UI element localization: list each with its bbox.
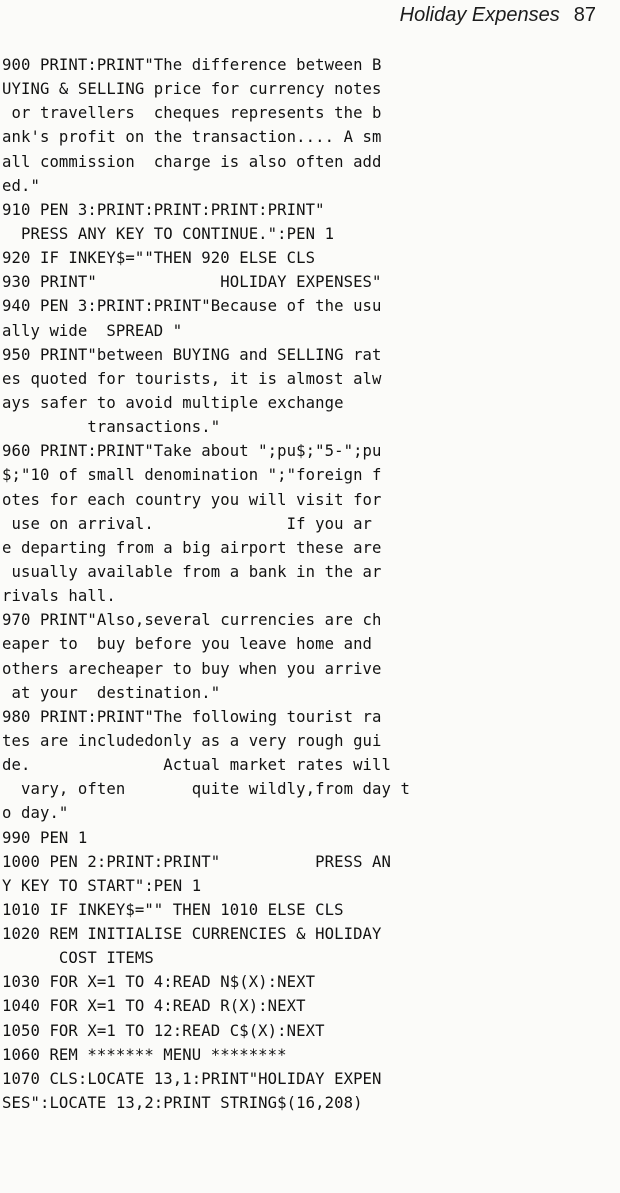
listing-line: eaper to buy before you leave home and	[2, 635, 373, 654]
listing-line: e departing from a big airport these are	[2, 538, 382, 557]
listing-line: vary, often quite wildly,from day t	[2, 780, 410, 799]
listing-line: 970 PRINT"Also,several currencies are ch	[2, 611, 382, 630]
listing-line: UYING & SELLING price for currency notes	[2, 80, 382, 99]
listing-line: use on arrival. If you ar	[2, 514, 373, 533]
listing-line: usually available from a bank in the ar	[2, 562, 382, 581]
basic-program-listing	[2, 53, 618, 1115]
listing-line: ays safer to avoid multiple exchange	[2, 393, 344, 412]
running-header-title: Holiday Expenses	[399, 4, 560, 26]
listing-line: all commission charge is also often add	[2, 152, 382, 171]
listing-line: de. Actual market rates will	[2, 756, 392, 775]
listing-line: SES":LOCATE 13,2:PRINT STRING$(16,208)	[2, 1094, 363, 1113]
listing-line: transactions."	[2, 418, 221, 437]
running-header	[400, 4, 596, 27]
listing-line: Y KEY TO START":PEN 1	[2, 876, 202, 895]
page-number: 87	[573, 4, 596, 26]
listing-line: rivals hall.	[2, 587, 116, 606]
listing-line: o day."	[2, 804, 69, 823]
listing-line: COST ITEMS	[2, 949, 154, 968]
listing-line: 990 PEN 1	[2, 828, 88, 847]
listing-line: or travellers cheques represents the b	[2, 104, 382, 123]
listing-line: tes are includedonly as a very rough gui	[2, 731, 382, 750]
listing-line: at your destination."	[2, 683, 221, 702]
listing-line: 960 PRINT:PRINT"Take about ";pu$;"5-";pu	[2, 442, 382, 461]
listing-line: 1070 CLS:LOCATE 13,1:PRINT"HOLIDAY EXPEN	[2, 1069, 382, 1088]
listing-line: 980 PRINT:PRINT"The following tourist ra	[2, 707, 382, 726]
listing-line: 940 PEN 3:PRINT:PRINT"Because of the usu	[2, 297, 382, 316]
listing-line: PRESS ANY KEY TO CONTINUE.":PEN 1	[2, 224, 335, 243]
listing-line: ally wide SPREAD "	[2, 321, 183, 340]
listing-line: 900 PRINT:PRINT"The difference between B	[2, 56, 382, 74]
listing-line: 1030 FOR X=1 TO 4:READ N$(X):NEXT	[2, 973, 316, 992]
listing-line: 950 PRINT"between BUYING and SELLING rat	[2, 345, 382, 364]
listing-line: $;"10 of small denomination ";"foreign f	[2, 466, 382, 485]
listing-line: 1000 PEN 2:PRINT:PRINT" PRESS AN	[2, 852, 392, 871]
listing-line: 930 PRINT" HOLIDAY EXPENSES"	[2, 273, 382, 292]
listing-line: ed."	[2, 176, 40, 195]
listing-line: 1020 REM INITIALISE CURRENCIES & HOLIDAY	[2, 925, 382, 944]
listing-line: 1010 IF INKEY$="" THEN 1010 ELSE CLS	[2, 900, 344, 919]
listing-line: 1040 FOR X=1 TO 4:READ R(X):NEXT	[2, 997, 306, 1016]
listing-line: 1050 FOR X=1 TO 12:READ C$(X):NEXT	[2, 1021, 325, 1040]
listing-line: 1060 REM ******* MENU ********	[2, 1045, 287, 1064]
listing-line: es quoted for tourists, it is almost alw	[2, 369, 382, 388]
listing-line: otes for each country you will visit for	[2, 490, 382, 509]
listing-line: 910 PEN 3:PRINT:PRINT:PRINT:PRINT"	[2, 200, 325, 219]
listing-line: 920 IF INKEY$=""THEN 920 ELSE CLS	[2, 249, 316, 268]
listing-line: others arecheaper to buy when you arrive	[2, 659, 382, 678]
listing-line: ank's profit on the transaction.... A sm	[2, 128, 382, 147]
